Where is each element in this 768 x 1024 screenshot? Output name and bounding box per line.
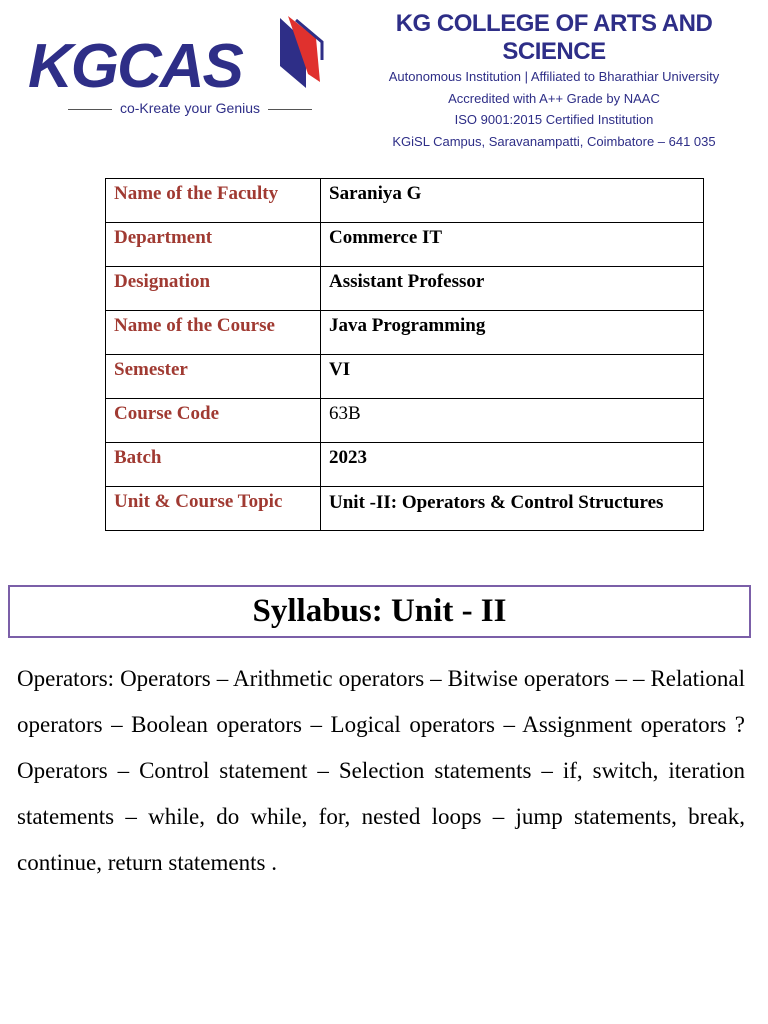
row-label: Course Code: [106, 399, 321, 443]
row-label: Department: [106, 223, 321, 267]
row-value: Saraniya G: [321, 179, 704, 223]
institution-header: [352, 10, 756, 152]
row-label: Designation: [106, 267, 321, 311]
table-row: [106, 355, 704, 399]
course-info-table: [105, 178, 704, 531]
college-logo: [28, 14, 328, 124]
row-value: 2023: [321, 443, 704, 487]
row-label: Name of the Course: [106, 311, 321, 355]
row-value: VI: [321, 355, 704, 399]
table-row: [106, 267, 704, 311]
table-row: [106, 223, 704, 267]
table-row: [106, 311, 704, 355]
row-label: Unit & Course Topic: [106, 487, 321, 531]
table-row: [106, 179, 704, 223]
row-label: Name of the Faculty: [106, 179, 321, 223]
row-value: Commerce IT: [321, 223, 704, 267]
row-value: 63B: [321, 399, 704, 443]
syllabus-text: Operators: Operators – Arithmetic operators – Bitwise operators – – Relational operators – Boolean operators – Logical operators – Assignment operators ? Operators – Control statement – Selection statements – if, switch, iteration statements – while, do while, for, nested loops – jump statements, break, continue, return statements .: [17, 666, 745, 875]
row-label: Semester: [106, 355, 321, 399]
logo-wordmark: KGCAS: [28, 32, 242, 101]
table-row: [106, 487, 704, 531]
book-icon: [276, 14, 326, 94]
row-value: Unit -II: Operators & Control Structures: [321, 487, 704, 531]
institution-line: Autonomous Institution | Affiliated to Bharathiar University: [388, 69, 720, 84]
table-row: [106, 399, 704, 443]
institution-line: ISO 9001:2015 Certified Institution: [454, 112, 654, 127]
syllabus-title: Syllabus: Unit - II: [8, 585, 751, 638]
row-label: Batch: [106, 443, 321, 487]
table-row: [106, 443, 704, 487]
institution-name: KG COLLEGE OF ARTS AND SCIENCE: [395, 10, 713, 65]
logo-tagline: co-Kreate your Genius: [50, 100, 330, 116]
row-value: Java Programming: [321, 311, 704, 355]
institution-line: Accredited with A++ Grade by NAAC: [448, 90, 660, 106]
row-value: Assistant Professor: [321, 267, 704, 311]
institution-line: KGiSL Campus, Saravanampatti, Coimbatore – 641 035: [392, 133, 716, 149]
